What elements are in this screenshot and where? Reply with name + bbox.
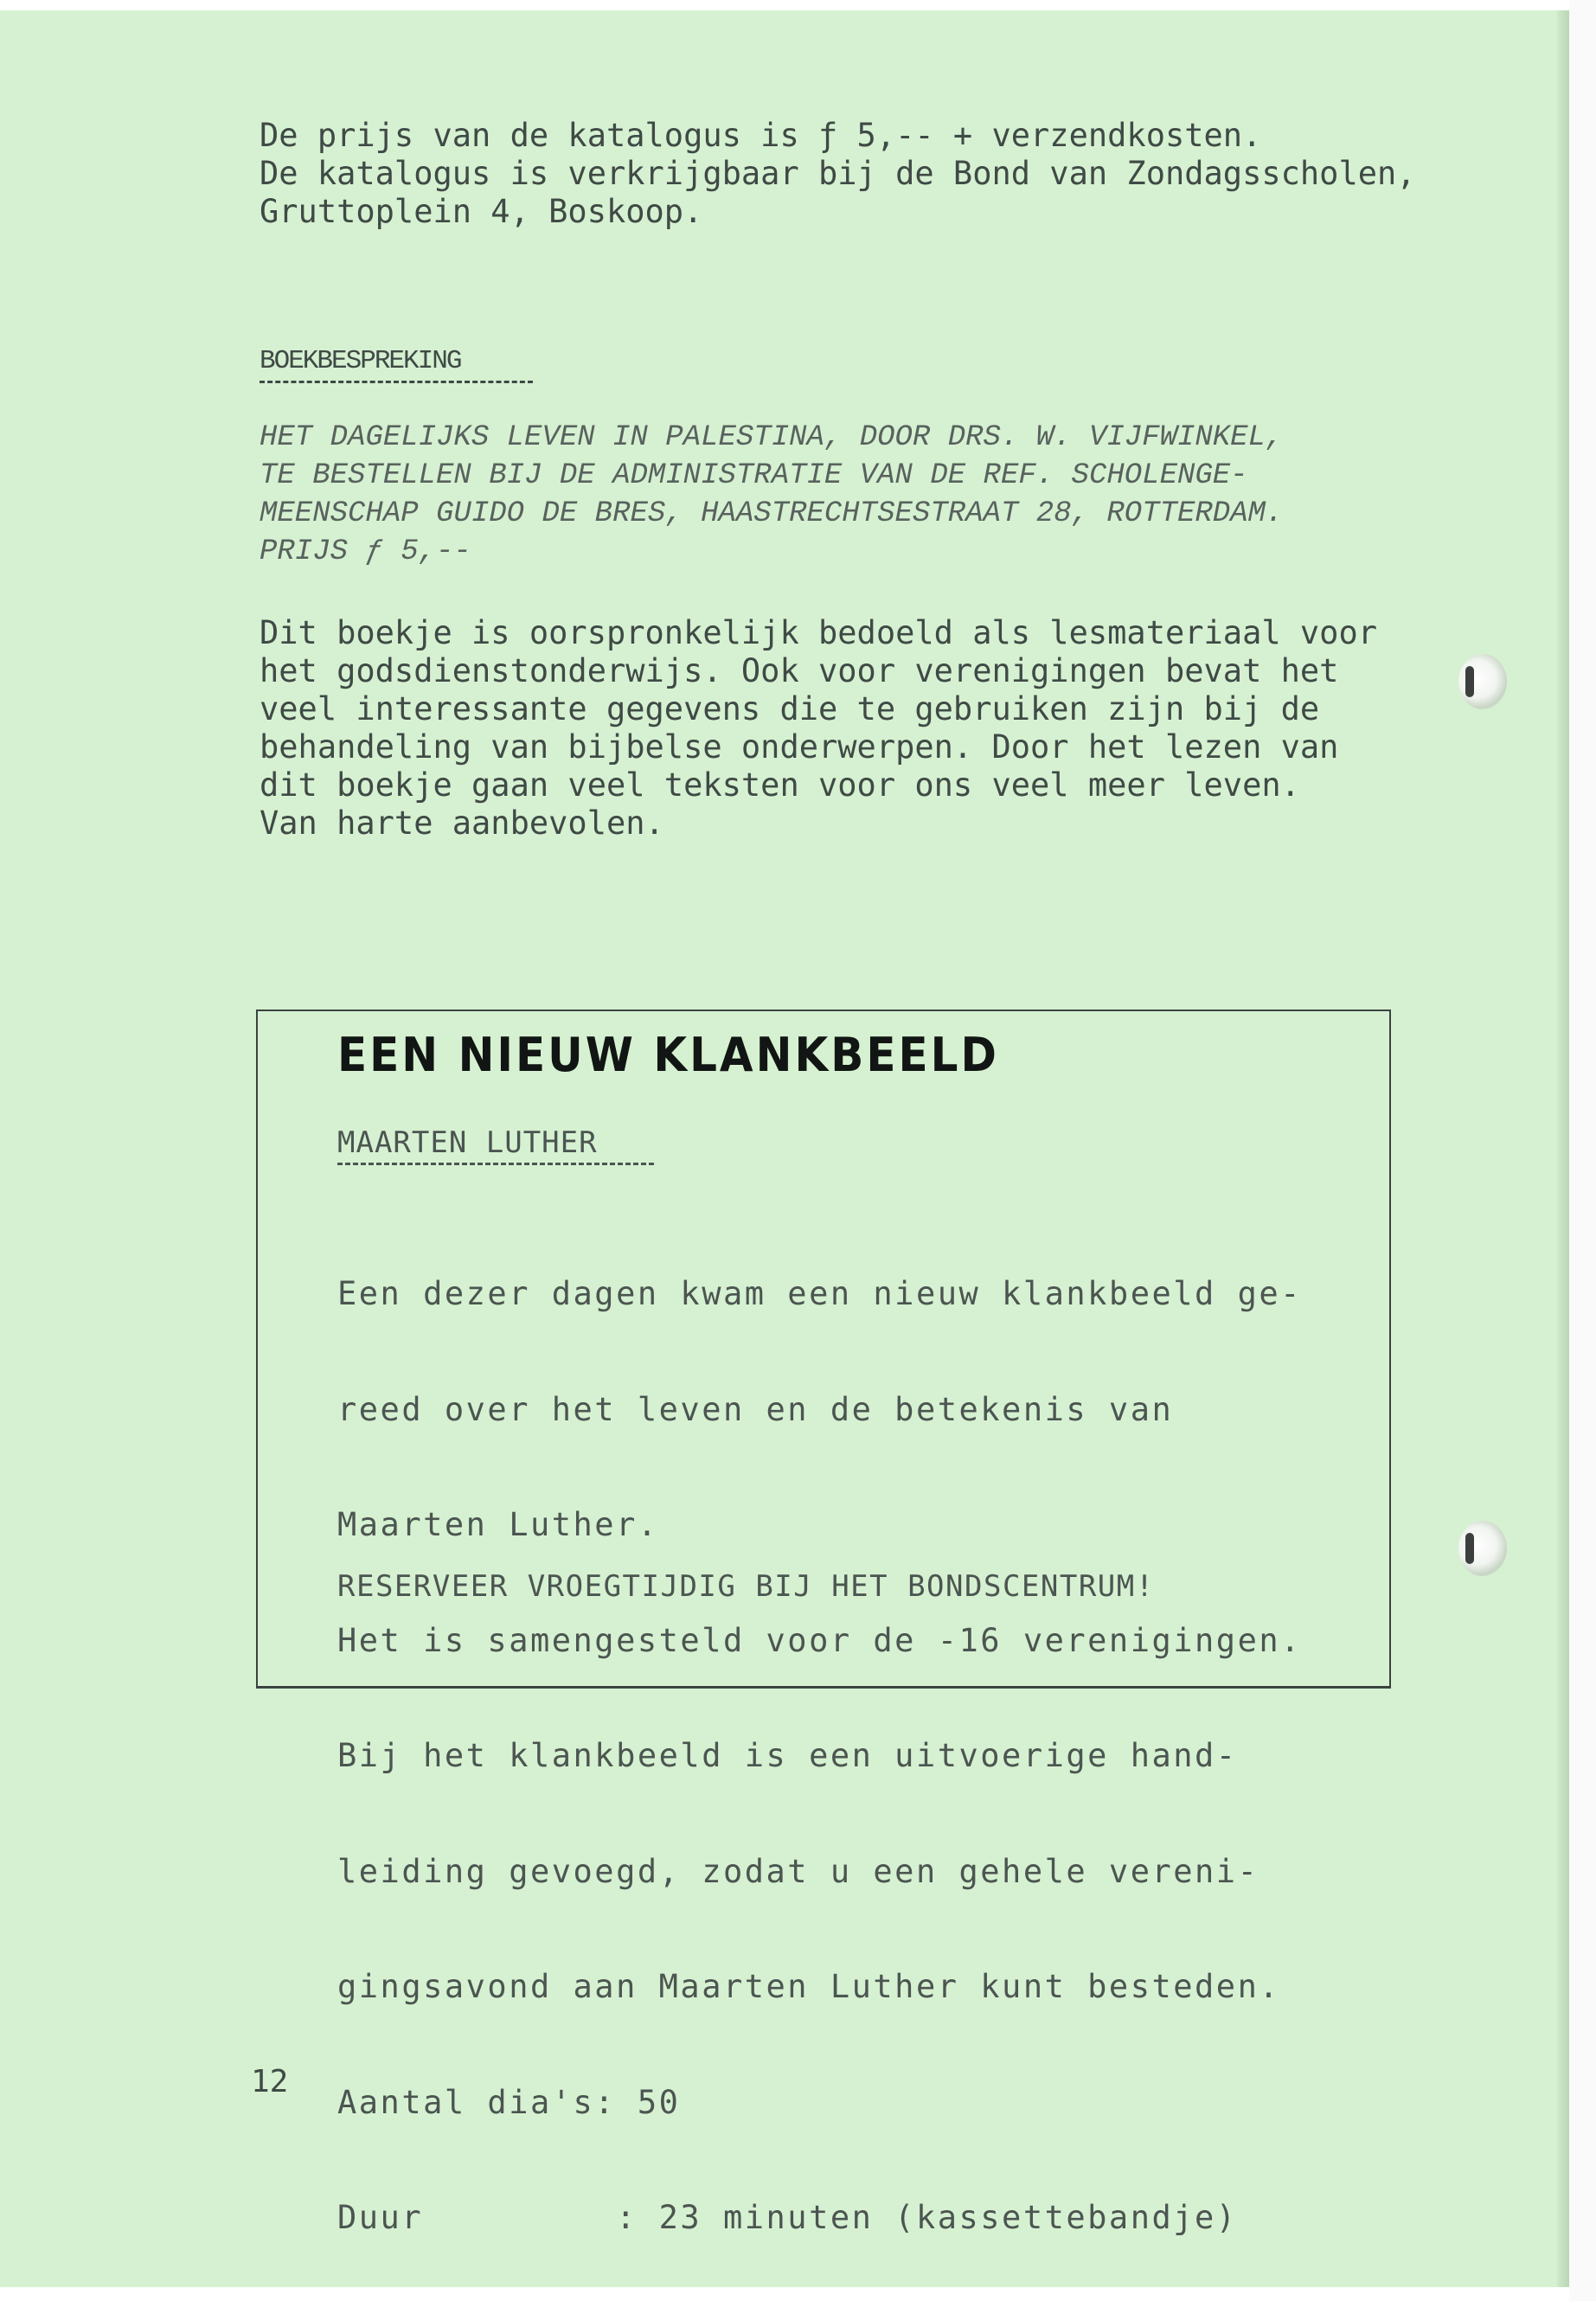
catalogue-price-paragraph [260,117,1416,231]
announcement-line: leiding gevoegd, zodat u een gehele vereni- [337,1852,1259,1890]
announcement-line: reed over het leven en de betekenis van [337,1390,1174,1428]
announcement-line: Aantal dia's: 50 [337,2083,681,2121]
page-number: 12 [251,2064,289,2099]
punch-hole-icon [1458,1521,1507,1576]
announcement-line: gingsavond aan Maarten Luther kunt besteden. [337,1968,1281,2005]
review-line: veel interessante gegevens die te gebruiken zijn bij de [260,690,1320,727]
book-info-line: HET DAGELIJKS LEVEN IN PALESTINA, DOOR DRS. W. VIJFWINKEL, [260,421,1284,454]
book-info-line: PRIJS ƒ 5,-- [260,535,471,568]
intro-line: De katalogus is verkrijgbaar bij de Bond van Zondagsscholen, [260,155,1416,192]
announcement-line: Een dezer dagen kwam een nieuw klankbeeld ge- [337,1275,1302,1312]
book-info-line: MEENSCHAP GUIDO DE BRES, HAASTRECHTSESTRAAT 28, ROTTERDAM. [260,497,1284,530]
review-line: behandeling van bijbelse onderwerpen. Door het lezen van [260,728,1339,766]
review-line: Van harte aanbevolen. [260,804,664,842]
review-heading-underline [260,381,533,383]
reservation-call-to-action: RESERVEER VROEGTIJDIG BIJ HET BONDSCENTRUM! [337,1569,1155,1604]
review-body [260,614,1377,843]
announcement-line: Maarten Luther. [337,1506,659,1543]
review-line: Dit boekje is oorspronkelijk bedoeld als lesmateriaal voor [260,614,1378,651]
book-info [260,419,1283,571]
paper-edge [1557,10,1569,2287]
review-heading: BOEKBESPREKING [260,346,461,376]
punch-hole-icon [1458,654,1507,709]
announcement-line: Bij het klankbeeld is een uitvoerige hand- [337,1737,1238,1774]
review-line: dit boekje gaan veel teksten voor ons veel meer leven. [260,766,1300,804]
review-line: het godsdienstonderwijs. Ook voor verenigingen bevat het [260,652,1339,689]
announcement-line: Het is samengesteld voor de -16 verenigingen. [337,1621,1302,1659]
intro-line: Gruttoplein 4, Boskoop. [260,193,703,230]
scan-margin [1569,0,1596,2301]
announcement-subtitle-underline [337,1163,654,1165]
announcement-subtitle: MAARTEN LUTHER [337,1125,598,1160]
book-info-line: TE BESTELLEN BIJ DE ADMINISTRATIE VAN DE REF. SCHOLENGE- [260,459,1248,492]
announcement-title: EEN NIEUW KLANKBEELD [337,1028,1000,1082]
intro-line: De prijs van de katalogus is ƒ 5,-- + verzendkosten. [260,117,1262,154]
announcement-body [337,1198,1302,2301]
announcement-line: Duur : 23 minuten (kassettebandje) [337,2199,1238,2236]
